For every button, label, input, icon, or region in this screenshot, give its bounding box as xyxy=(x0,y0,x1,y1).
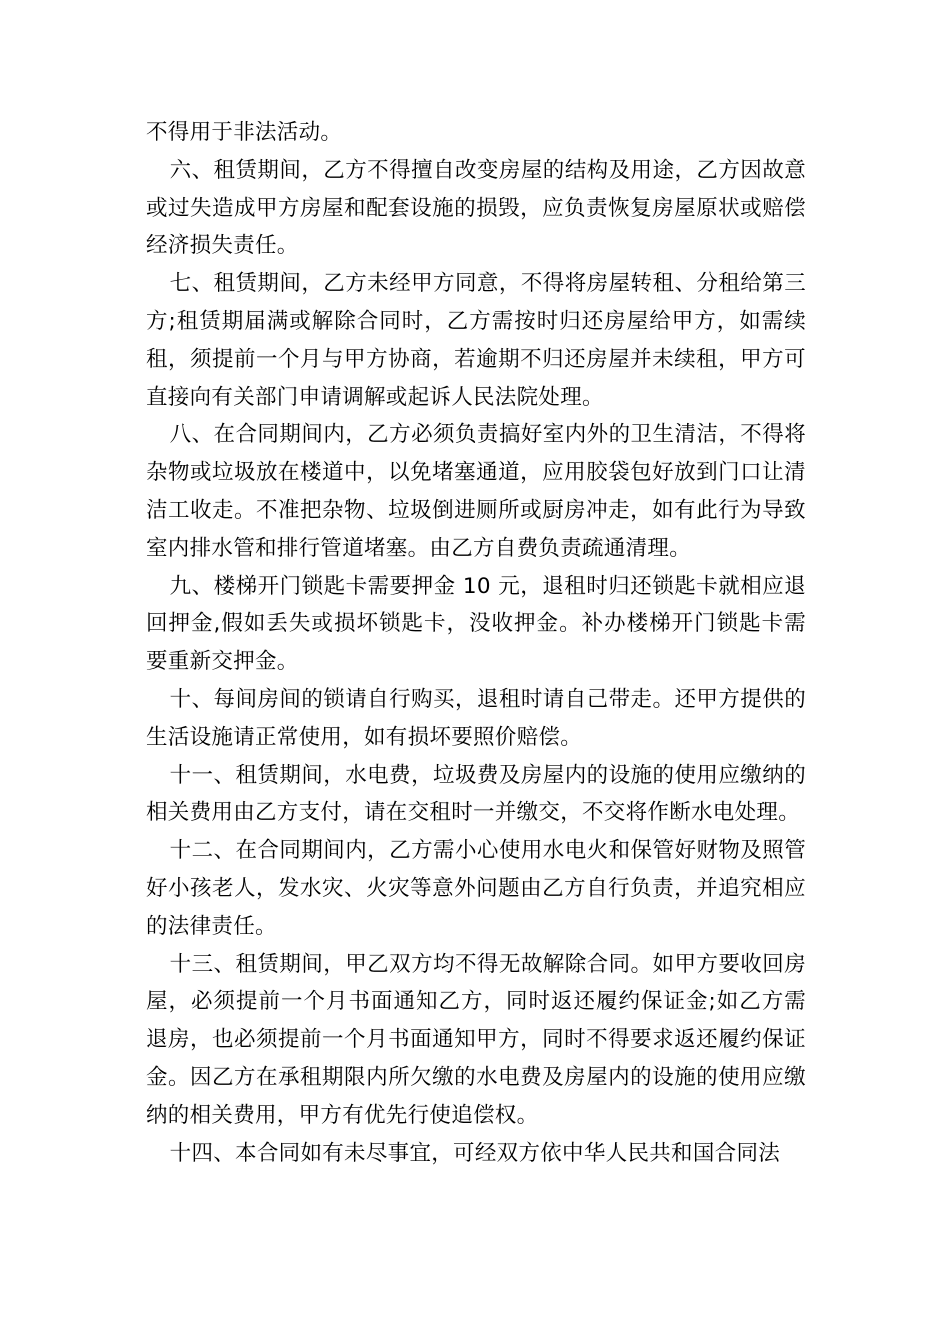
paragraph-clause-13: 十三、租赁期间，甲乙双方均不得无故解除合同。如甲方要收回房屋，必须提前一个月书面通知乙方，同时返还履约保证金;如乙方需退房，也必须提前一个月书面通知甲方，同时不得要求返还履约保证金。因乙方在承租期限内所欠缴的水电费及房屋内的设施的使用应缴纳的相关费用，甲方有优先行使追偿权。 xyxy=(146,951,806,1128)
paragraph-continuation: 不得用于非法活动。 xyxy=(146,120,343,145)
paragraph-clause-7: 七、租赁期间，乙方未经甲方同意，不得将房屋转租、分租给第三方;租赁期届满或解除合同时，乙方需按时归还房屋给甲方，如需续租，须提前一个月与甲方协商，若逾期不归还房屋并未续租，甲方可直接向有关部门申请调解或起诉人民法院处理。 xyxy=(146,271,806,410)
paragraph-clause-11: 十一、租赁期间，水电费，垃圾费及房屋内的设施的使用应缴纳的相关费用由乙方支付，请在交租时一并缴交，不交将作断水电处理。 xyxy=(146,762,806,826)
document-page xyxy=(146,114,806,1172)
paragraph-clause-8: 八、在合同期间内，乙方必须负责搞好室内外的卫生清洁，不得将杂物或垃圾放在楼道中，以免堵塞通道，应用胶袋包好放到门口让清洁工收走。不准把杂物、垃圾倒进厕所或厨房冲走，如有此行为导致室内排水管和排行管道堵塞。由乙方自费负责疏通清理。 xyxy=(146,422,806,561)
paragraph-clause-14: 十四、本合同如有未尽事宜，可经双方依中华人民共和国合同法 xyxy=(169,1140,781,1166)
paragraph-clause-12: 十二、在合同期间内，乙方需小心使用水电火和保管好财物及照管好小孩老人，发水灾、火灾等意外问题由乙方自行负责，并追究相应的法律责任。 xyxy=(146,838,806,939)
paragraph-clause-6: 六、租赁期间，乙方不得擅自改变房屋的结构及用途，乙方因故意或过失造成甲方房屋和配套设施的损毁，应负责恢复房屋原状或赔偿经济损失责任。 xyxy=(146,157,806,259)
paragraph-clause-9: 九、楼梯开门锁匙卡需要押金 10 元，退租时归还锁匙卡就相应退回押金,假如丢失或损坏锁匙卡，没收押金。补办楼梯开门锁匙卡需要重新交押金。 xyxy=(146,573,806,675)
paragraph-clause-10: 十、每间房间的锁请自行购买，退租时请自己带走。还甲方提供的生活设施请正常使用，如有损坏要照价赔偿。 xyxy=(146,686,806,750)
